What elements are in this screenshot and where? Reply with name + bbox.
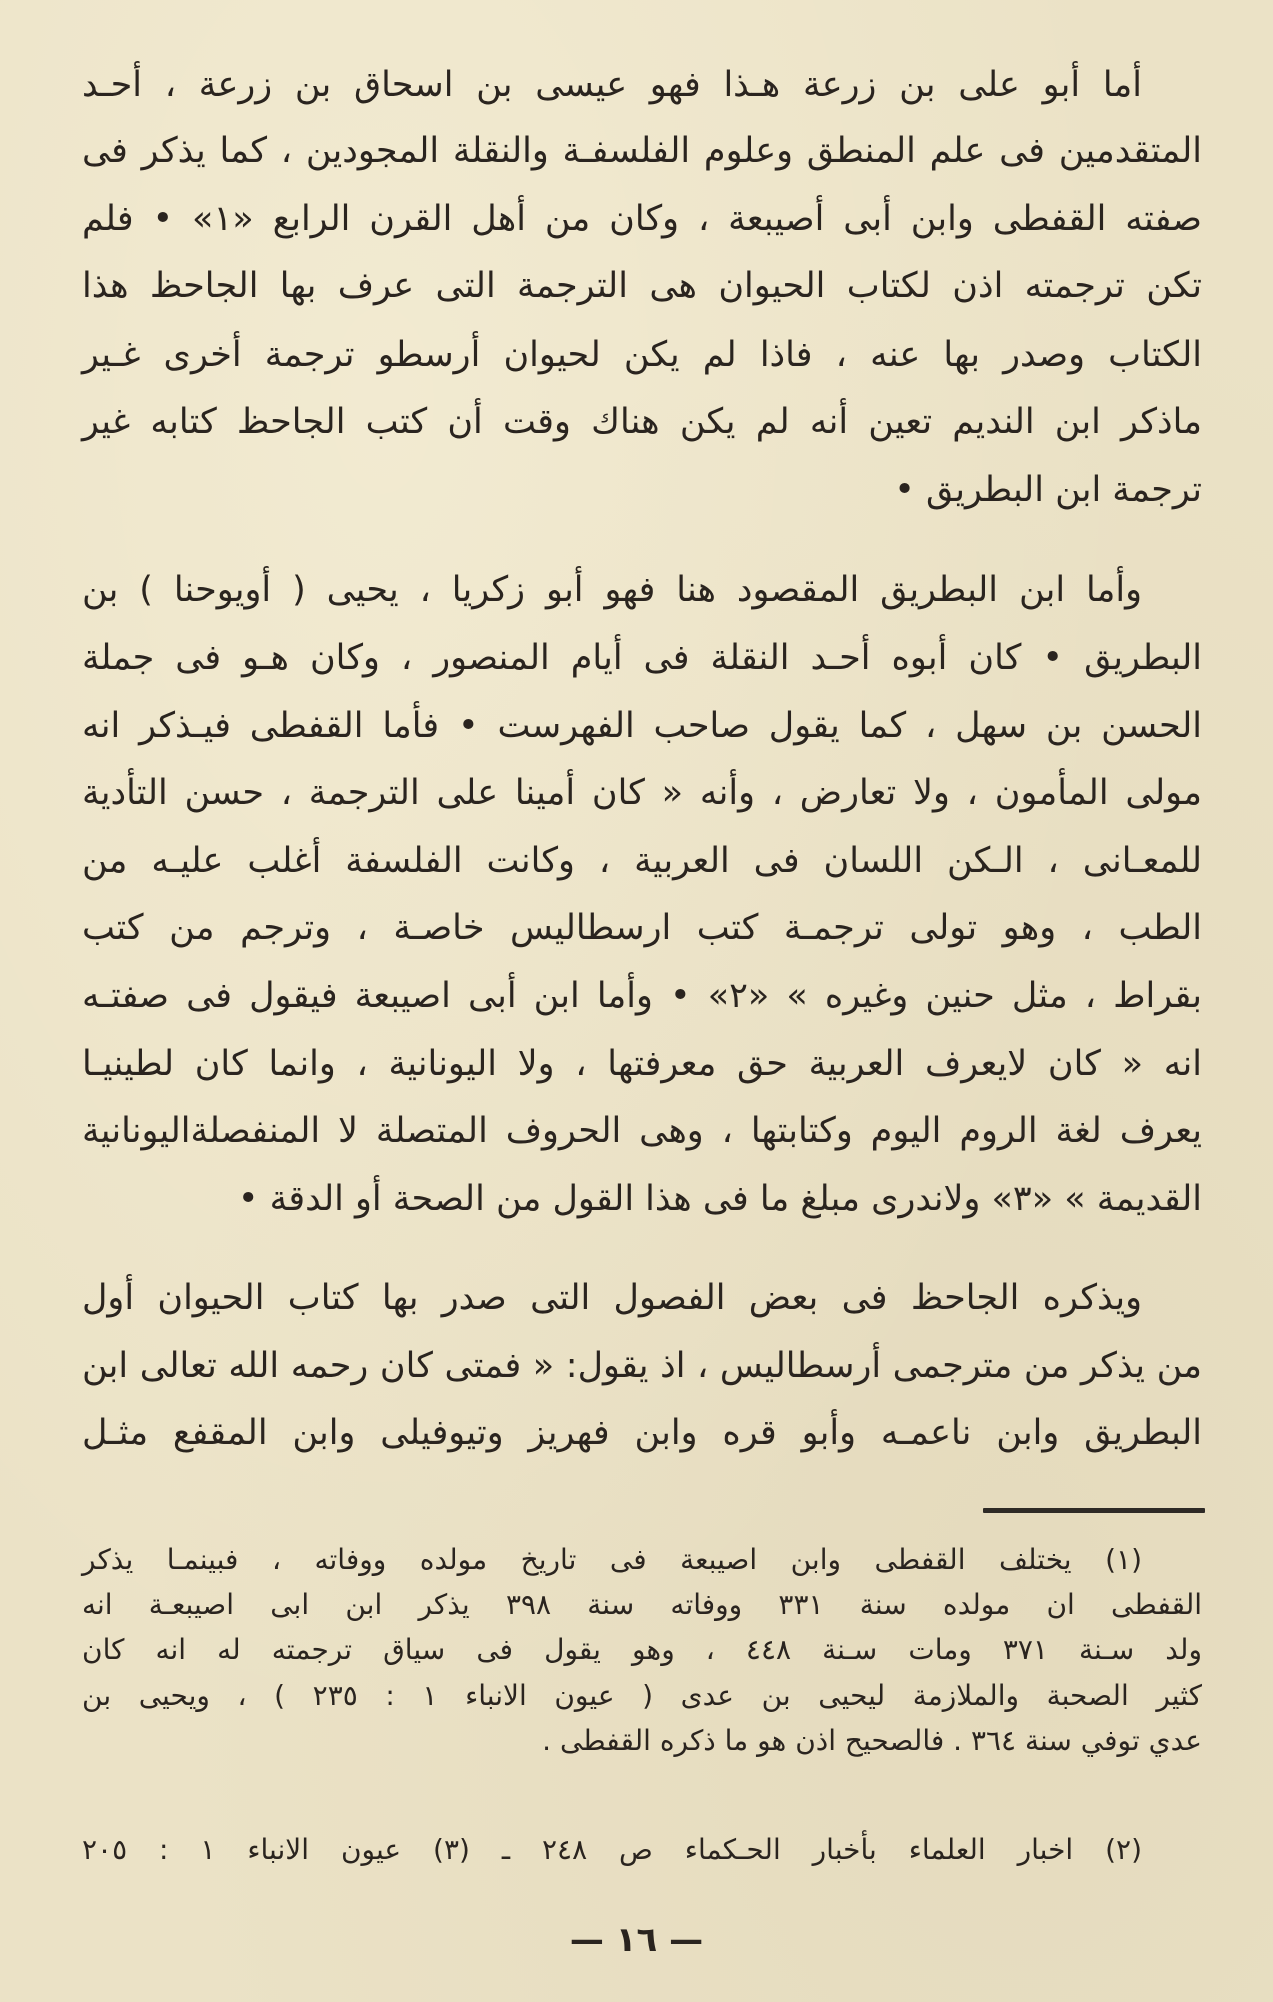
footnote-line: عدي توفي سنة ٣٦٤ . فالصحيح اذن هو ما ذكره القفطى . <box>542 1724 1202 1757</box>
body-line: الحسن بن سهل ، كما يقول صاحب الفهرست • فأما القفطى فيـذكر انه <box>82 706 1202 746</box>
body-line: مولى المأمون ، ولا تعارض ، وأنه « كان أمينا على الترجمة ، حسن التأدية <box>82 773 1202 813</box>
body-line: البطريق وابن ناعمـه وأبو قره وابن فهريز وتيوفيلى وابن المقفع مثـل <box>82 1413 1202 1453</box>
body-line: ماذكر ابن النديم تعين أنه لم يكن هناك وقت أن كتب الجاحظ كتابه غير <box>82 402 1202 442</box>
body-line: ترجمة ابن البطريق • <box>894 470 1202 510</box>
body-line: الطب ، وهو تولى ترجمـة كتب ارسطاليس خاصـة ، وترجم من كتب <box>82 908 1202 948</box>
body-line: من يذكر من مترجمى أرسطاليس ، اذ يقول: « فمتى كان رحمه الله تعالى ابن <box>82 1346 1202 1386</box>
footnote-line: (٢) اخبار العلماء بأخبار الحـكماء ص ٢٤٨ ـ (٣) عيون الانباء ١ : ٢٠٥ <box>82 1833 1143 1866</box>
body-line: بقراط ، مثل حنين وغيره » «٢» • وأما ابن أبى اصيبعة فيقول فى صفتـه <box>82 976 1202 1016</box>
body-line: صفته القفطى وابن أبى أصيبعة ، وكان من أهل القرن الرابع «١» • فلم <box>82 199 1203 239</box>
footnote-line: القفطى ان مولده سنة ٣٣١ ووفاته سنة ٣٩٨ يذكر ابن ابى اصيبعـة انه <box>82 1588 1203 1621</box>
footnote-line: (١) يختلف القفطى وابن اصيبعة فى تاريخ مولده ووفاته ، فبينمـا يذكر <box>82 1543 1142 1576</box>
body-line: القديمة » «٣» ولاندرى مبلغ ما فى هذا القول من الصحة أو الدقة • <box>237 1179 1202 1219</box>
body-line: المتقدمين فى علم المنطق وعلوم الفلسفـة والنقلة المجودين ، كما يذكر فى <box>82 131 1202 171</box>
footnote-divider <box>983 1508 1205 1513</box>
body-line: للمعـانى ، الـكن اللسان فى العربية ، وكانت الفلسفة أغلب عليـه من <box>82 841 1202 881</box>
body-line: البطريق • كان أبوه أحـد النقلة فى أيام المنصور ، وكان هـو فى جملة <box>82 638 1202 678</box>
body-line: انه « كان لايعرف العربية حق معرفتها ، ولا اليونانية ، وانما كان لطينيـا <box>82 1044 1202 1084</box>
body-line: أما أبو على بن زرعة هـذا فهو عيسى بن اسحاق بن زرعة ، أحـد <box>82 65 1142 105</box>
page-number: — ١٦ — <box>569 1920 704 1960</box>
footnote-line: ولد سـنة ٣٧١ ومات سـنة ٤٤٨ ، وهو يقول فى سياق ترجمته له انه كان <box>82 1633 1202 1666</box>
body-line: تكن ترجمته اذن لكتاب الحيوان هى الترجمة التى عرف بها الجاحظ هذا <box>82 266 1202 306</box>
body-line: وأما ابن البطريق المقصود هنا فهو أبو زكريا ، يحيى ( أويوحنا ) بن <box>82 570 1142 610</box>
body-line: الكتاب وصدر بها عنه ، فاذا لم يكن لحيوان أرسطو ترجمة أخرى غـير <box>82 335 1202 375</box>
body-line: ويذكره الجاحظ فى بعض الفصول التى صدر بها كتاب الحيوان أول <box>82 1278 1142 1318</box>
body-line: يعرف لغة الروم اليوم وكتابتها ، وهى الحروف المتصلة لا المنفصلةاليونانية <box>82 1111 1202 1151</box>
footnote-line: كثير الصحبة والملازمة ليحيى بن عدى ( عيون الانباء ١ : ٢٣٥ ) ، ويحيى بن <box>82 1679 1202 1712</box>
